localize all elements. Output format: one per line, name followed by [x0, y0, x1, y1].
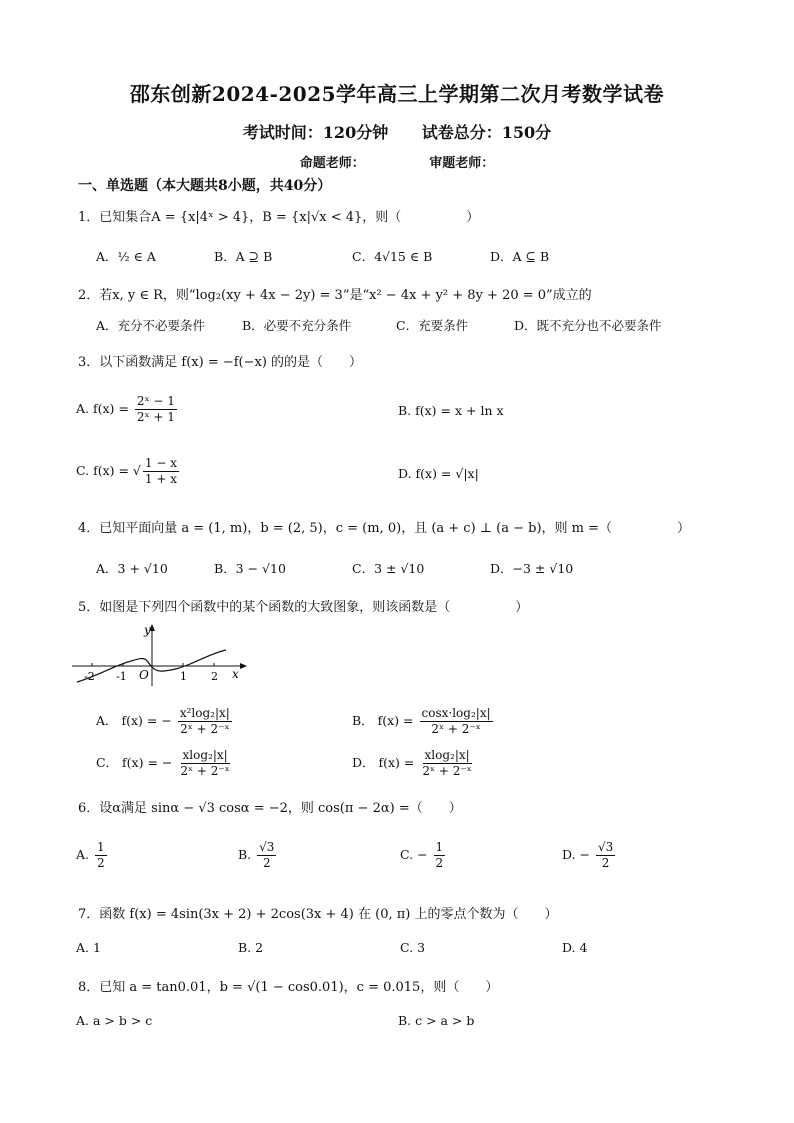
q5-option-b-fraction: [420, 706, 493, 737]
q4-option-b: B．3 − √10: [214, 561, 286, 576]
q5-option-a-label: A． f(x) = −: [96, 713, 172, 728]
exam-info: [0, 120, 794, 143]
q5-c-numerator: xlog₂|x|: [182, 748, 228, 762]
q5-c-denominator: 2ˣ + 2⁻ˣ: [180, 764, 230, 778]
q3-c-numerator: 1 − x: [144, 456, 177, 470]
y-axis-label: y: [144, 623, 151, 637]
q7-option-d: D. 4: [562, 940, 588, 955]
q5-d-numerator: xlog₂|x|: [424, 748, 470, 762]
q3-option-a: [76, 394, 179, 425]
q5-option-a-fraction: [178, 706, 232, 737]
q7-option-c: C. 3: [400, 940, 426, 955]
q3-option-a-label: A. f(x) =: [76, 401, 129, 416]
q6-option-c-label: C. −: [400, 847, 428, 862]
q6-d-denominator: 2: [601, 856, 610, 870]
q4-option-d: D．−3 ± √10: [490, 561, 574, 576]
question-3-stem: 3．以下函数满足 f(x) = −f(−x) 的的是（ ）: [78, 355, 363, 370]
q5-option-d: [352, 748, 476, 779]
q7-option-b: B. 2: [238, 940, 264, 955]
setter-label: 命题老师：: [299, 156, 365, 171]
x-axis-label: x: [232, 667, 239, 681]
q3-option-d: D. f(x) = √|x|: [398, 466, 479, 481]
tick-label-neg2: -2: [84, 670, 95, 683]
q3-option-c: [76, 456, 181, 487]
q5-a-numerator: x²log₂|x|: [179, 706, 230, 720]
q6-option-d: [562, 840, 617, 871]
q6-option-c-fraction: [434, 840, 446, 871]
tick-label-2: 2: [211, 670, 218, 683]
tick-label-neg1: -1: [116, 670, 127, 683]
q5-option-c-fraction: [178, 748, 231, 779]
q2-option-a: A．充分不必要条件: [96, 318, 206, 333]
q5-b-denominator: 2ˣ + 2⁻ˣ: [431, 722, 481, 736]
q5-b-numerator: cosx·log₂|x|: [421, 706, 491, 720]
q6-option-d-label: D. −: [562, 847, 590, 862]
teachers-line: [0, 152, 794, 171]
q2-option-d: D．既不充分也不必要条件: [514, 318, 662, 333]
q7-option-a: A. 1: [76, 940, 101, 955]
question-1-stem: 1．已知集合A = {x|4ˣ > 4}，B = {x|√x < 4}，则（ ）: [78, 210, 480, 225]
reviewer-label: 审题老师：: [429, 156, 495, 171]
q3-c-denominator: 1 + x: [144, 472, 177, 486]
q3-option-c-fraction: [143, 456, 179, 487]
q6-option-a-label: A.: [76, 847, 90, 862]
q5-d-denominator: 2ˣ + 2⁻ˣ: [422, 764, 472, 778]
q6-option-b-fraction: [257, 840, 276, 871]
q6-a-numerator: 1: [97, 840, 105, 854]
q5-option-b-label: B． f(x) =: [352, 713, 414, 728]
q5-option-c-label: C． f(x) = −: [96, 755, 173, 770]
q3-option-a-fraction: [135, 394, 177, 425]
q6-b-denominator: 2: [262, 856, 271, 870]
question-5-stem: 5．如图是下列四个函数中的某个函数的大致图象，则该函数是（ ）: [78, 600, 529, 615]
q1-option-d: D．A ⊆ B: [490, 249, 550, 264]
exam-title: 邵东创新2024-2025学年高三上学期第二次月考数学试卷: [129, 82, 665, 106]
function-graph: [72, 622, 248, 688]
q2-option-b: B．必要不充分条件: [242, 318, 352, 333]
question-4-stem: 4．已知平面向量 a = (1, m)，b = (2, 5)，c = (m, 0)，且 (a + c) ⊥ (a − b)，则 m =（ ）: [78, 521, 691, 536]
q5-option-d-fraction: [420, 748, 473, 779]
q5-option-a: [96, 706, 234, 737]
x-axis-arrow: [240, 663, 247, 669]
q5-option-d-label: D． f(x) =: [352, 755, 415, 770]
q4-option-a: A．3 + √10: [96, 561, 168, 576]
q1-option-b: B．A ⊇ B: [214, 249, 273, 264]
q6-option-b: [238, 840, 278, 871]
q6-b-numerator: √3: [259, 840, 275, 854]
q4-option-c: C．3 ± √10: [352, 561, 425, 576]
q5-a-denominator: 2ˣ + 2⁻ˣ: [180, 722, 230, 736]
q6-c-numerator: 1: [435, 840, 444, 854]
q6-d-numerator: √3: [597, 840, 614, 854]
q1-option-a: A．½ ∈ A: [96, 249, 156, 264]
total-score: 试卷总分：150分: [421, 123, 552, 142]
question-6-stem: 6．设α满足 sinα − √3 cosα = −2，则 cos(π − 2α) =（ ）: [78, 801, 462, 816]
q3-a-numerator: 2ˣ − 1: [136, 394, 175, 408]
q5-option-c: [96, 748, 234, 779]
question-2-stem: 2．若x, y ∈ R，则“log₂(xy + 4x − 2y) = 3”是“x² − 4x + y² + 8y + 20 = 0”成立的: [78, 288, 592, 303]
q8-option-b: B. c > a > b: [398, 1013, 475, 1028]
tick-label-1: 1: [180, 670, 187, 683]
origin-label: O: [139, 668, 149, 682]
q5-option-b: [352, 706, 495, 737]
q6-option-c: [400, 840, 447, 871]
exam-time: 考试时间：120分钟: [242, 123, 389, 142]
q6-option-a: [76, 840, 109, 871]
question-7-stem: 7．函数 f(x) = 4sin(3x + 2) + 2cos(3x + 4) 在 (0, π) 上的零点个数为（ ）: [78, 907, 558, 922]
q3-a-denominator: 2ˣ + 1: [136, 410, 175, 424]
q3-option-b: B. f(x) = x + ln x: [398, 403, 504, 418]
q1-option-c: C．4√15 ∈ B: [352, 249, 433, 264]
q6-a-denominator: 2: [97, 856, 105, 870]
q8-option-a: A. a > b > c: [76, 1013, 153, 1028]
q6-option-d-fraction: [596, 840, 615, 871]
q6-option-a-fraction: [95, 840, 107, 871]
q6-option-b-label: B.: [238, 847, 252, 862]
section-heading: 一、单选题（本大题共8小题，共40分）: [78, 178, 332, 194]
q6-c-denominator: 2: [435, 856, 444, 870]
q3-option-c-label: C. f(x) = √: [76, 463, 141, 478]
q2-option-c: C．充要条件: [396, 318, 469, 333]
question-8-stem: 8．已知 a = tan0.01，b = √(1 − cos0.01)，c = 0.015，则（ ）: [78, 980, 499, 995]
